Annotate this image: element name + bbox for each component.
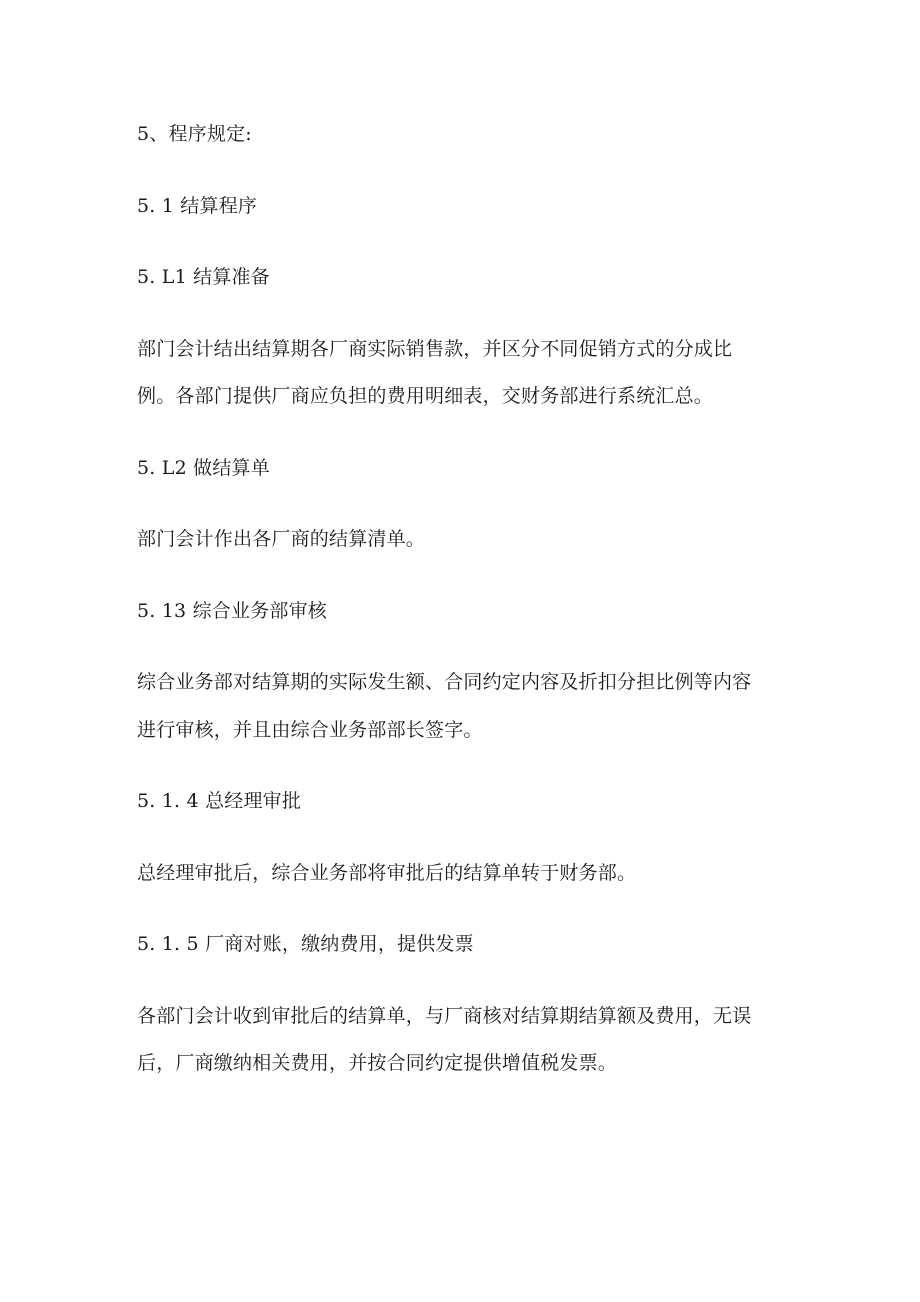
section-5-1-5-body-line-2: 后，厂商缴纳相关费用，并按合同约定提供增值税发票。 (137, 1052, 618, 1074)
section-5-1-3-title: 5. 13 综合业务部审核 (137, 600, 327, 622)
section-5-1-2-title: 5. L2 做结算单 (137, 457, 270, 479)
section-5-1-4-body-line-1: 总经理审批后，综合业务部将审批后的结算单转于财务部。 (137, 862, 637, 884)
section-5-1-5-body-line-1: 各部门会计收到审批后的结算单，与厂商核对结算期结算额及费用，无误 (137, 1005, 752, 1027)
section-5-1-5-title: 5. 1. 5 厂商对账，缴纳费用，提供发票 (137, 933, 474, 955)
section-5-1-title: 5. 1 结算程序 (137, 195, 258, 217)
section-5-1-1-body-line-2: 例。各部门提供厂商应负担的费用明细表，交财务部进行系统汇总。 (137, 385, 714, 407)
section-5-1-3-body-line-2: 进行审核，并且由综合业务部部长签字。 (137, 719, 483, 741)
section-5-1-2-body-line-1: 部门会计作出各厂商的结算清单。 (137, 528, 426, 550)
section-5-1-4-title: 5. 1. 4 总经理审批 (137, 790, 302, 812)
section-5-1-1-title: 5. L1 结算准备 (137, 266, 270, 288)
section-5-1-3-body-line-1: 综合业务部对结算期的实际发生额、合同约定内容及折扣分担比例等内容 (137, 671, 752, 693)
section-5-1-1-body-line-1: 部门会计结出结算期各厂商实际销售款，并区分不同促销方式的分成比 (137, 338, 733, 360)
section-5-title: 5、程序规定: (137, 123, 252, 145)
